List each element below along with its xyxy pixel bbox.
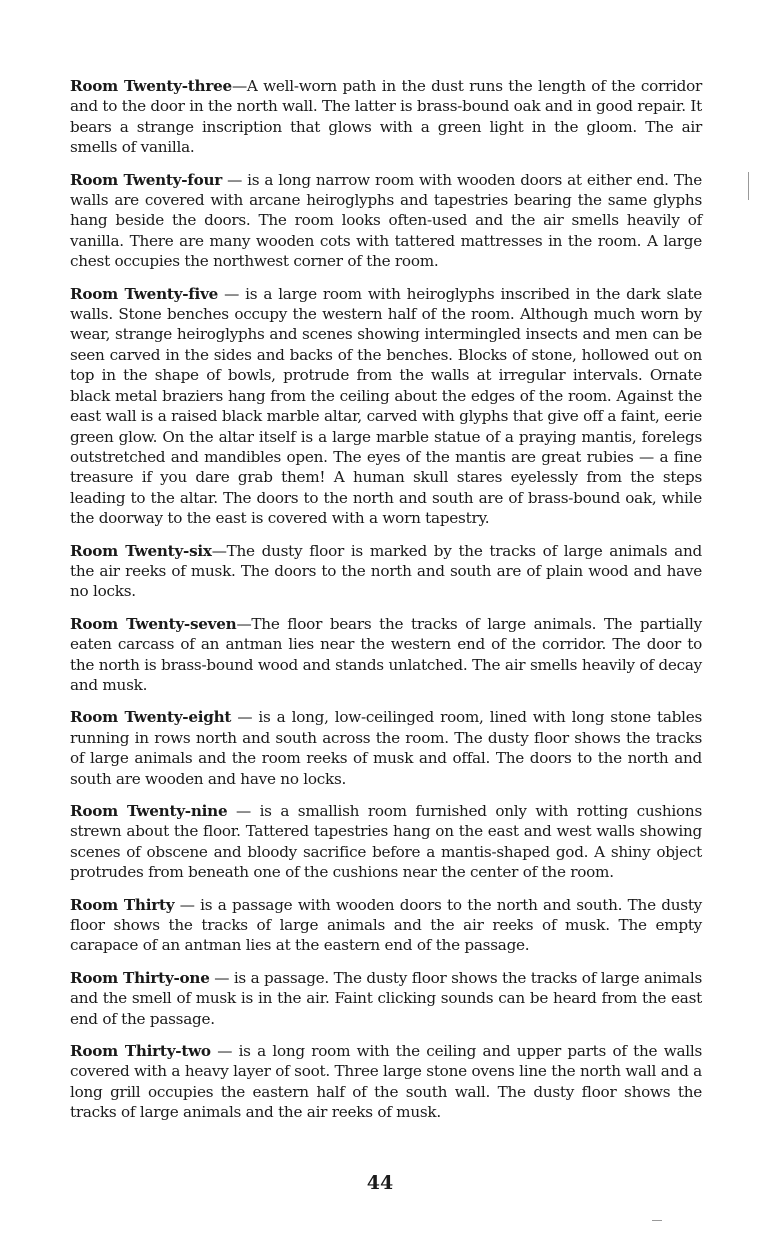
separator: — (231, 708, 259, 727)
separator: — (209, 968, 234, 987)
separator: — (222, 170, 248, 189)
separator: — (211, 541, 227, 560)
room-description: The floor bears the tracks of large animals. The partially eaten carcass of an antman lies near the western end of the corridor. The door to the north is brass-bound wood and stands unlatched. The air smells heavily of decay and musk. (70, 614, 702, 694)
room-title: Room Twenty-eight (70, 708, 232, 727)
room-title: Room Twenty-six (70, 541, 212, 560)
room-entry-28 (70, 707, 702, 789)
room-title: Room Thirty (70, 895, 175, 914)
separator: — (218, 284, 246, 303)
room-title: Room Twenty-five (70, 284, 219, 303)
room-title: Room Thirty-one (70, 968, 210, 987)
scan-mark-bottom (652, 1220, 662, 1221)
separator: — (210, 1042, 239, 1061)
room-description: is a passage. The dusty floor shows the tracks of large animals and the smell of musk is in the air. Faint clicking sounds can be heard from the east end of the passage. (70, 968, 702, 1028)
room-description: The dusty floor is marked by the tracks of large animals and the air reeks of musk. The doors to the north and south are of plain wood and have no locks. (70, 541, 702, 601)
room-description: is a long, low-ceilinged room, lined with long stone tables running in rows north and south across the room. The dusty floor shows the tracks of large animals and the room reeks of musk and offal. The doors to the north and south are wooden and have no locks. (70, 708, 702, 788)
room-entry-25 (70, 284, 702, 529)
scan-mark-right (748, 172, 749, 200)
room-description: is a passage with wooden doors to the north and south. The dusty floor shows the tracks of large animals and the air reeks of musk. The empty carapace of an antman lies at the eastern end of the passage. (70, 895, 703, 955)
document-body (70, 76, 702, 1135)
room-description: A well-worn path in the dust runs the length of the corridor and to the door in the north wall. The latter is brass-bound oak and in good repair. It bears a strange inscription that glows with a green light in the gloom. The air smells of vanilla. (70, 77, 703, 157)
room-title: Room Thirty-two (70, 1042, 211, 1061)
room-description: is a long room with the ceiling and upper parts of the walls covered with a heavy layer of soot. Three large stone ovens line the north wall and a long grill occupies the eastern half of the south wall. The dusty floor shows the tracks of large animals and the air reeks of musk. (70, 1042, 703, 1122)
room-title: Room Twenty-three (70, 77, 232, 95)
room-entry-24 (70, 170, 702, 272)
room-title: Room Twenty-nine (70, 802, 228, 820)
separator: — (227, 802, 260, 820)
separator: — (236, 614, 252, 633)
room-description: is a large room with heiroglyphs inscribed in the dark slate walls. Stone benches occupy the western half of the room. Although much worn by wear, strange heiroglyphs and scenes showing intermingled insects and men can be seen carved in the sides and backs of the benches. Blocks of stone, hollowed out on top in the shape of bowls, protrude from the walls at irregular intervals. Ornate black metal braziers hang from the ceiling about the edges of the room. Against the east wall is a raised black marble altar, carved with glyphs that give off a faint, eerie green glow. On the altar itself is a large marble statue of a praying mantis, forelegs outstretched and mandibles open. The eyes of the mantis are great rubies — a fine treasure if you dare grab them! A human skull stares eyelessly from the steps leading to the altar. The doors to the north and south are of brass-bound oak, while the doorway to the east is covered with a worn tapestry. (70, 284, 702, 528)
room-entry-30 (70, 895, 702, 956)
page-number: 44 (366, 1172, 394, 1194)
room-title: Room Twenty-seven (70, 614, 237, 633)
room-title: Room Twenty-four (70, 170, 223, 189)
room-entry-31 (70, 968, 702, 1029)
separator: — (174, 895, 201, 914)
room-entry-29 (70, 801, 702, 883)
room-entry-32 (70, 1041, 702, 1123)
room-description: is a long narrow room with wooden doors at either end. The walls are covered with arcane heiroglyphs and tapestries bearing the same glyphs hang beside the doors. The room looks often-used and the air smells heavily of vanilla. There are many wooden cots with tattered mattresses in the room. A large chest occupies the northwest corner of the room. (70, 170, 703, 271)
room-description: is a smallish room furnished only with rotting cushions strewn about the floor. Tattered tapestries hang on the east and west walls showing scenes of obscene and bloody sacrifice before a mantis-shaped god. A shiny object protrudes from beneath one of the cushions near the center of the room. (70, 802, 703, 882)
room-entry-27 (70, 614, 702, 696)
room-entry-26 (70, 541, 702, 602)
separator: — (231, 77, 247, 95)
room-entry-23 (70, 76, 702, 158)
